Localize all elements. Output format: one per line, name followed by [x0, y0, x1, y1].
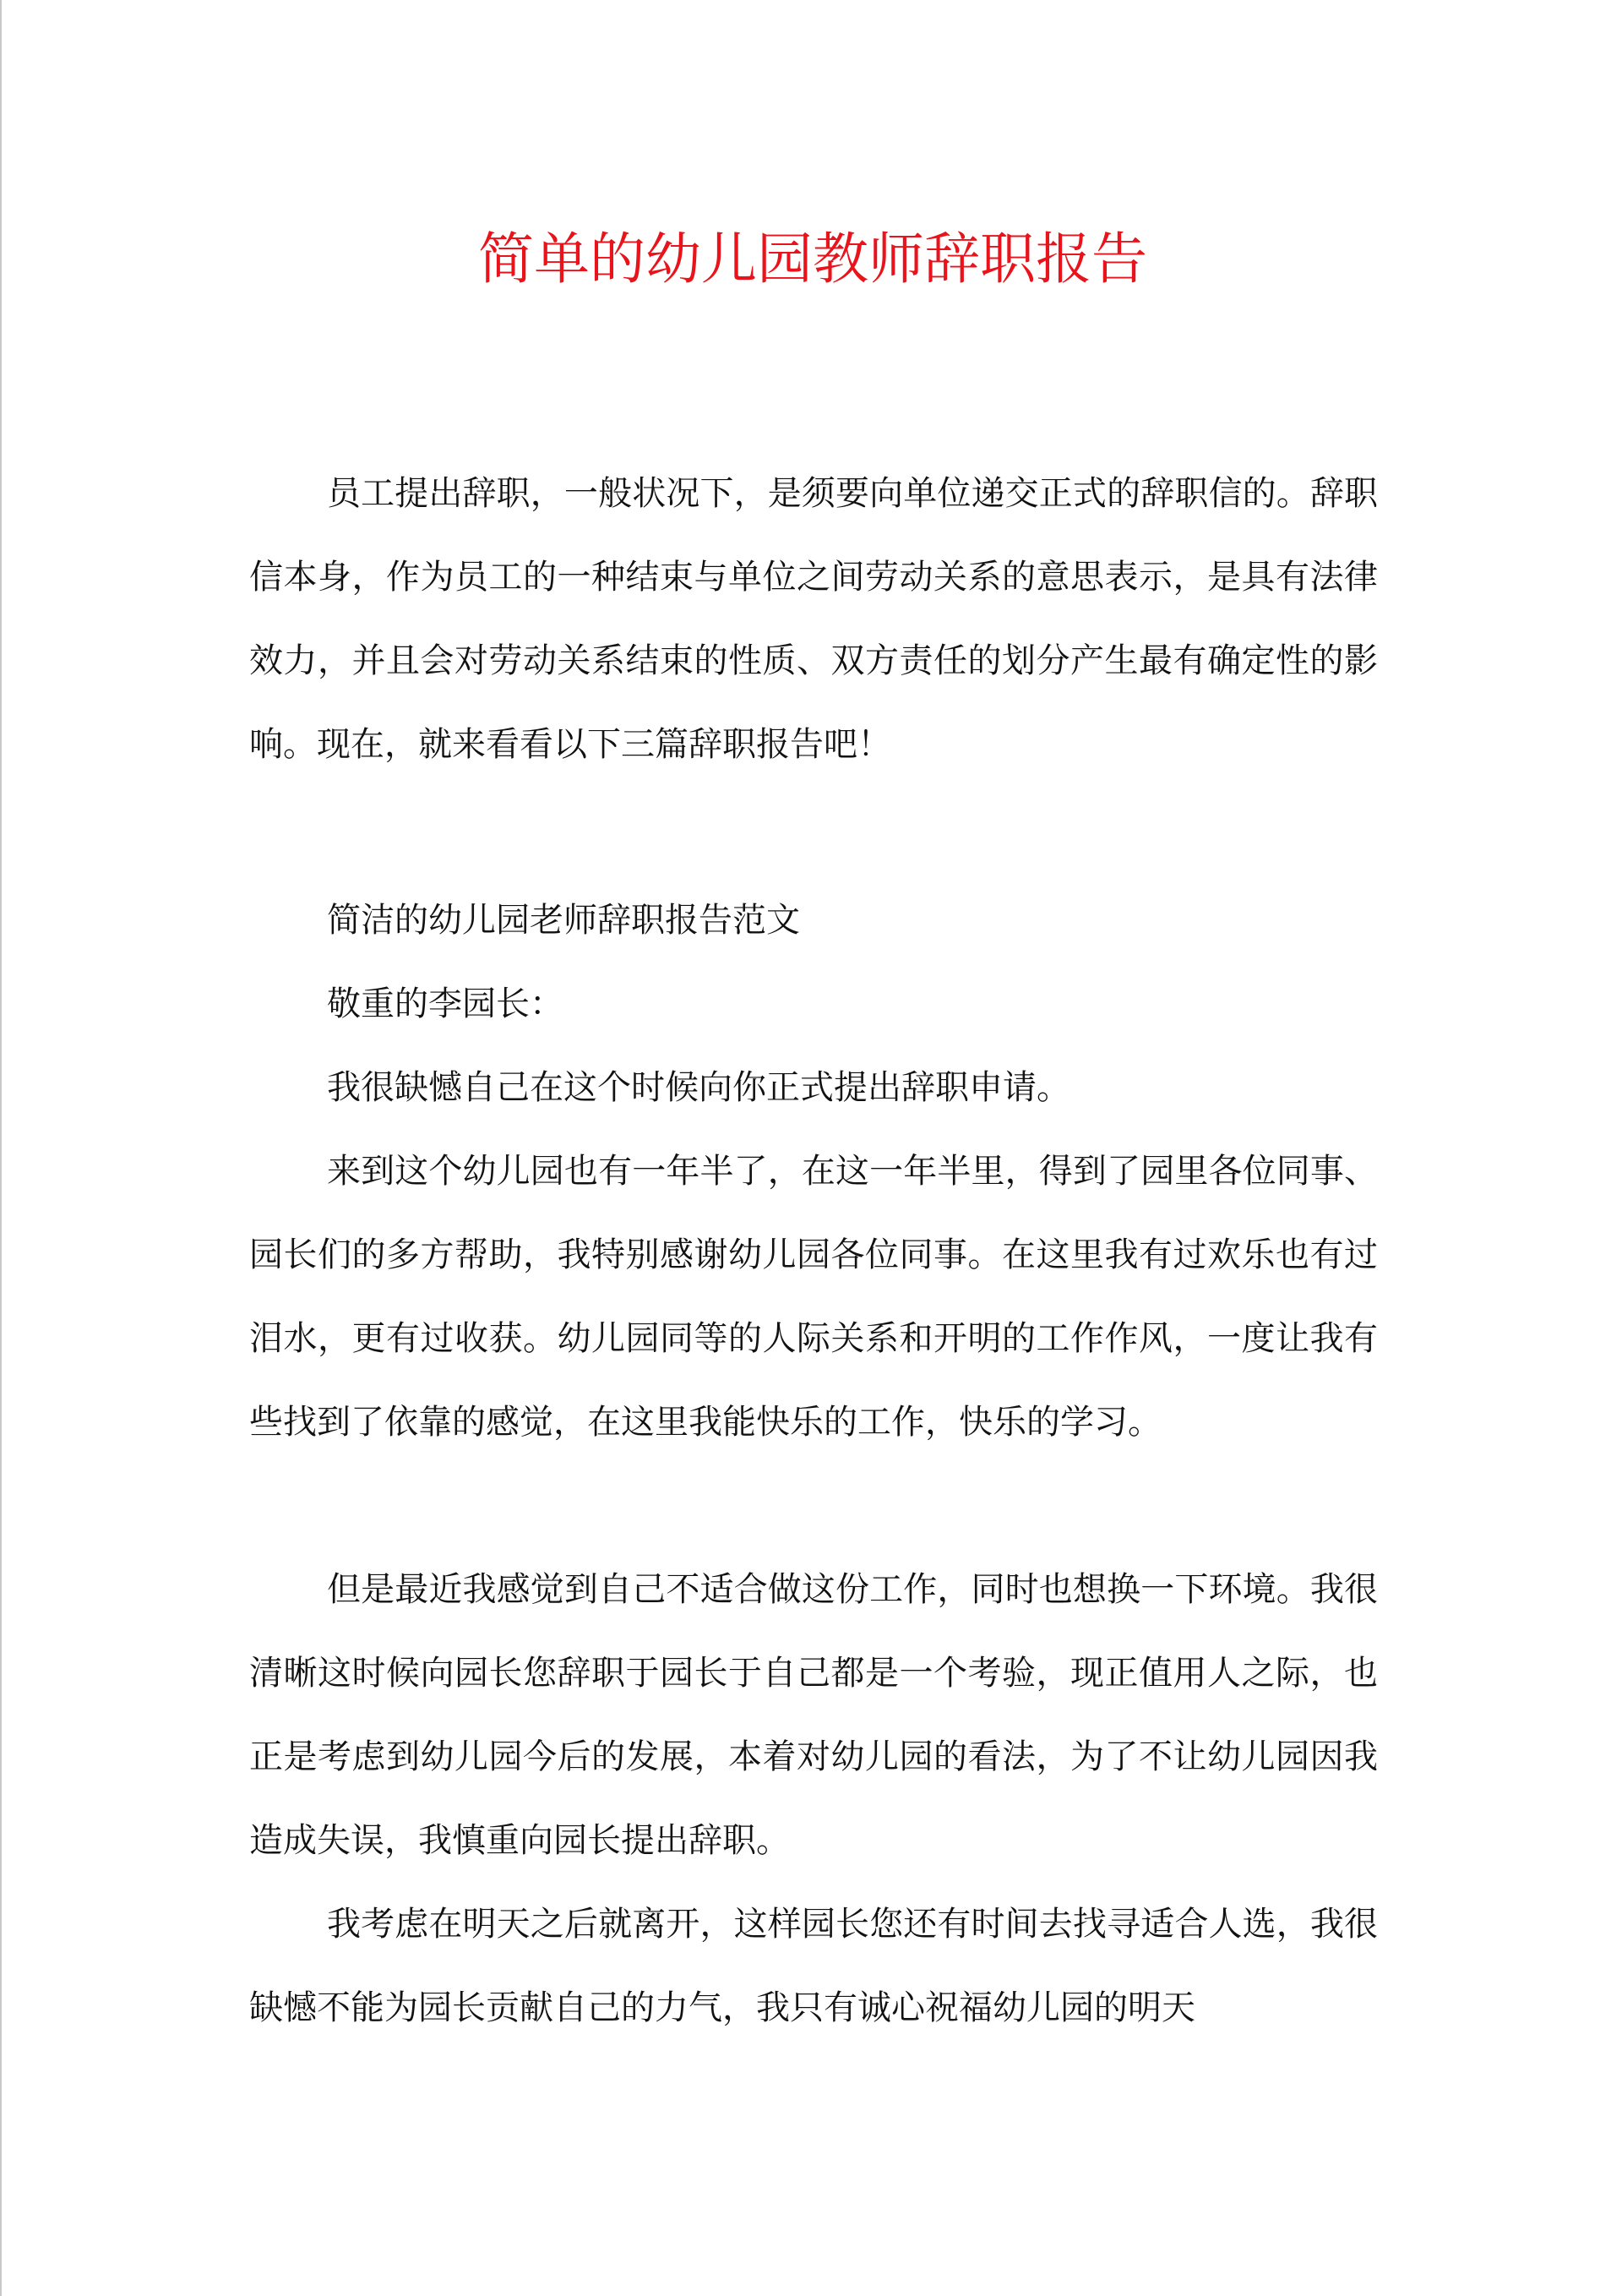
body-paragraph-4: 我考虑在明天之后就离开，这样园长您还有时间去找寻适合人选，我很缺憾不能为园长贡献自己的力气，我只有诚心祝福幼儿园的明天 [249, 1905, 1378, 2027]
body-paragraph-1: 我很缺憾自己在这个时候向你正式提出辞职申请。 [327, 1068, 1070, 1107]
section-heading: 简洁的幼儿园老师辞职报告范文 [327, 901, 800, 940]
body-paragraph-3: 但是最近我感觉到自己不适合做这份工作，同时也想换一下环境。我很清晰这时候向园长您辞职于园长于自己都是一个考验，现正值用人之际，也正是考虑到幼儿园今后的发展，本着对幼儿园的看法，为了不让幼儿园因我造成失误，我慎重向园长提出辞职。 [249, 1570, 1378, 1860]
document-title: 简单的幼儿园教师辞职报告 [478, 226, 1147, 292]
intro-paragraph: 员工提出辞职，一般状况下，是须要向单位递交正式的辞职信的。辞职信本身，作为员工的一种结束与单位之间劳动关系的意思表示，是具有法律效力，并且会对劳动关系结束的性质、双方责任的划分产生最有确定性的影响。现在，就来看看以下三篇辞职报告吧！ [249, 474, 1378, 764]
salutation: 敬重的李园长： [327, 984, 563, 1023]
body-paragraph-2: 来到这个幼儿园也有一年半了，在这一年半里，得到了园里各位同事、园长们的多方帮助，我特别感谢幼儿园各位同事。在这里我有过欢乐也有过泪水，更有过收获。幼儿园同等的人际关系和开明的工作作风，一度让我有些找到了依靠的感觉，在这里我能快乐的工作，快乐的学习。 [249, 1152, 1378, 1442]
